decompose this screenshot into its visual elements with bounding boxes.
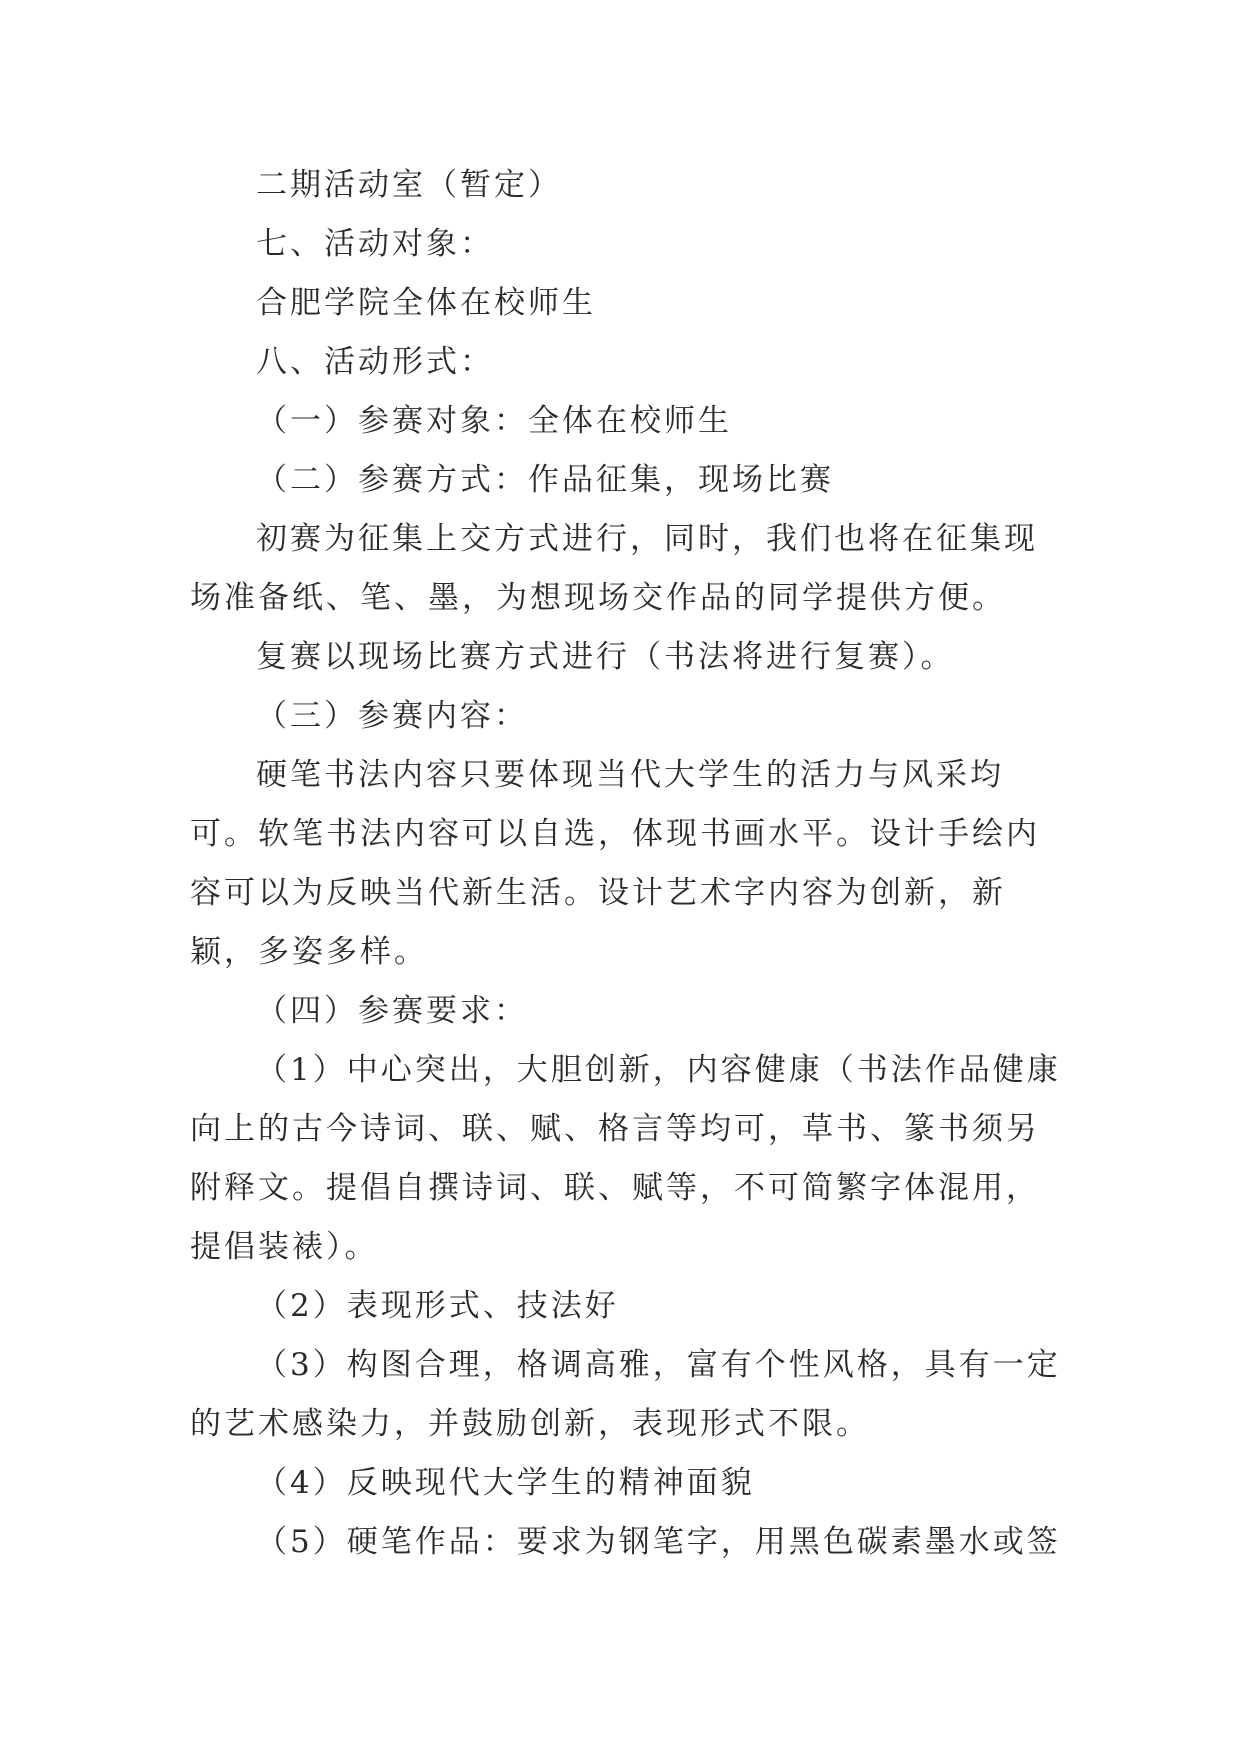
requirement-item-2: （2）表现形式、技法好 (256, 1288, 619, 1324)
requirement-item-1: （1）中心突出，大胆创新，内容健康（书法作品健康向上的古今诗词、联、赋、格言等均可，草书、篆书须另附释文。提倡自撰诗词、联、赋等，不可简繁字体混用，提倡装裱）。 (190, 1052, 1061, 1265)
heading-contest-requirements: （四）参赛要求： (256, 993, 528, 1029)
paragraph-preliminary-round: 初赛为征集上交方式进行，同时，我们也将在征集现场准备纸、笔、墨，为想现场交作品的同学提供方便。 (190, 521, 1038, 616)
document-body (190, 156, 1066, 1572)
paragraph-final-round: 复赛以现场比赛方式进行（书法将进行复赛）。 (256, 639, 955, 675)
requirement-item-4: （4）反映现代大学生的精神面貌 (256, 1465, 755, 1501)
paragraph-activity-target: 合肥学院全体在校师生 (256, 285, 596, 321)
heading-contest-content: （三）参赛内容： (256, 698, 528, 734)
heading-activity-target: 七、活动对象： (256, 226, 494, 262)
paragraph-participants: （一）参赛对象：全体在校师生 (256, 403, 732, 439)
heading-activity-format: 八、活动形式： (256, 344, 494, 380)
requirement-item-5: （5）硬笔作品：要求为钢笔字，用黑色碳素墨水或签 (256, 1524, 1061, 1560)
paragraph-contest-content: 硬笔书法内容只要体现当代大学生的活力与风采均可。软笔书法内容可以自选，体现书画水平。设计手绘内容可以为反映当代新生活。设计艺术字内容为创新，新颖，多姿多样。 (190, 757, 1040, 970)
paragraph-participation-method: （二）参赛方式：作品征集，现场比赛 (256, 462, 834, 498)
paragraph-venue: 二期活动室（暂定） (256, 167, 562, 203)
requirement-item-3: （3）构图合理，格调高雅，富有个性风格，具有一定的艺术感染力，并鼓励创新，表现形式不限。 (190, 1347, 1061, 1442)
